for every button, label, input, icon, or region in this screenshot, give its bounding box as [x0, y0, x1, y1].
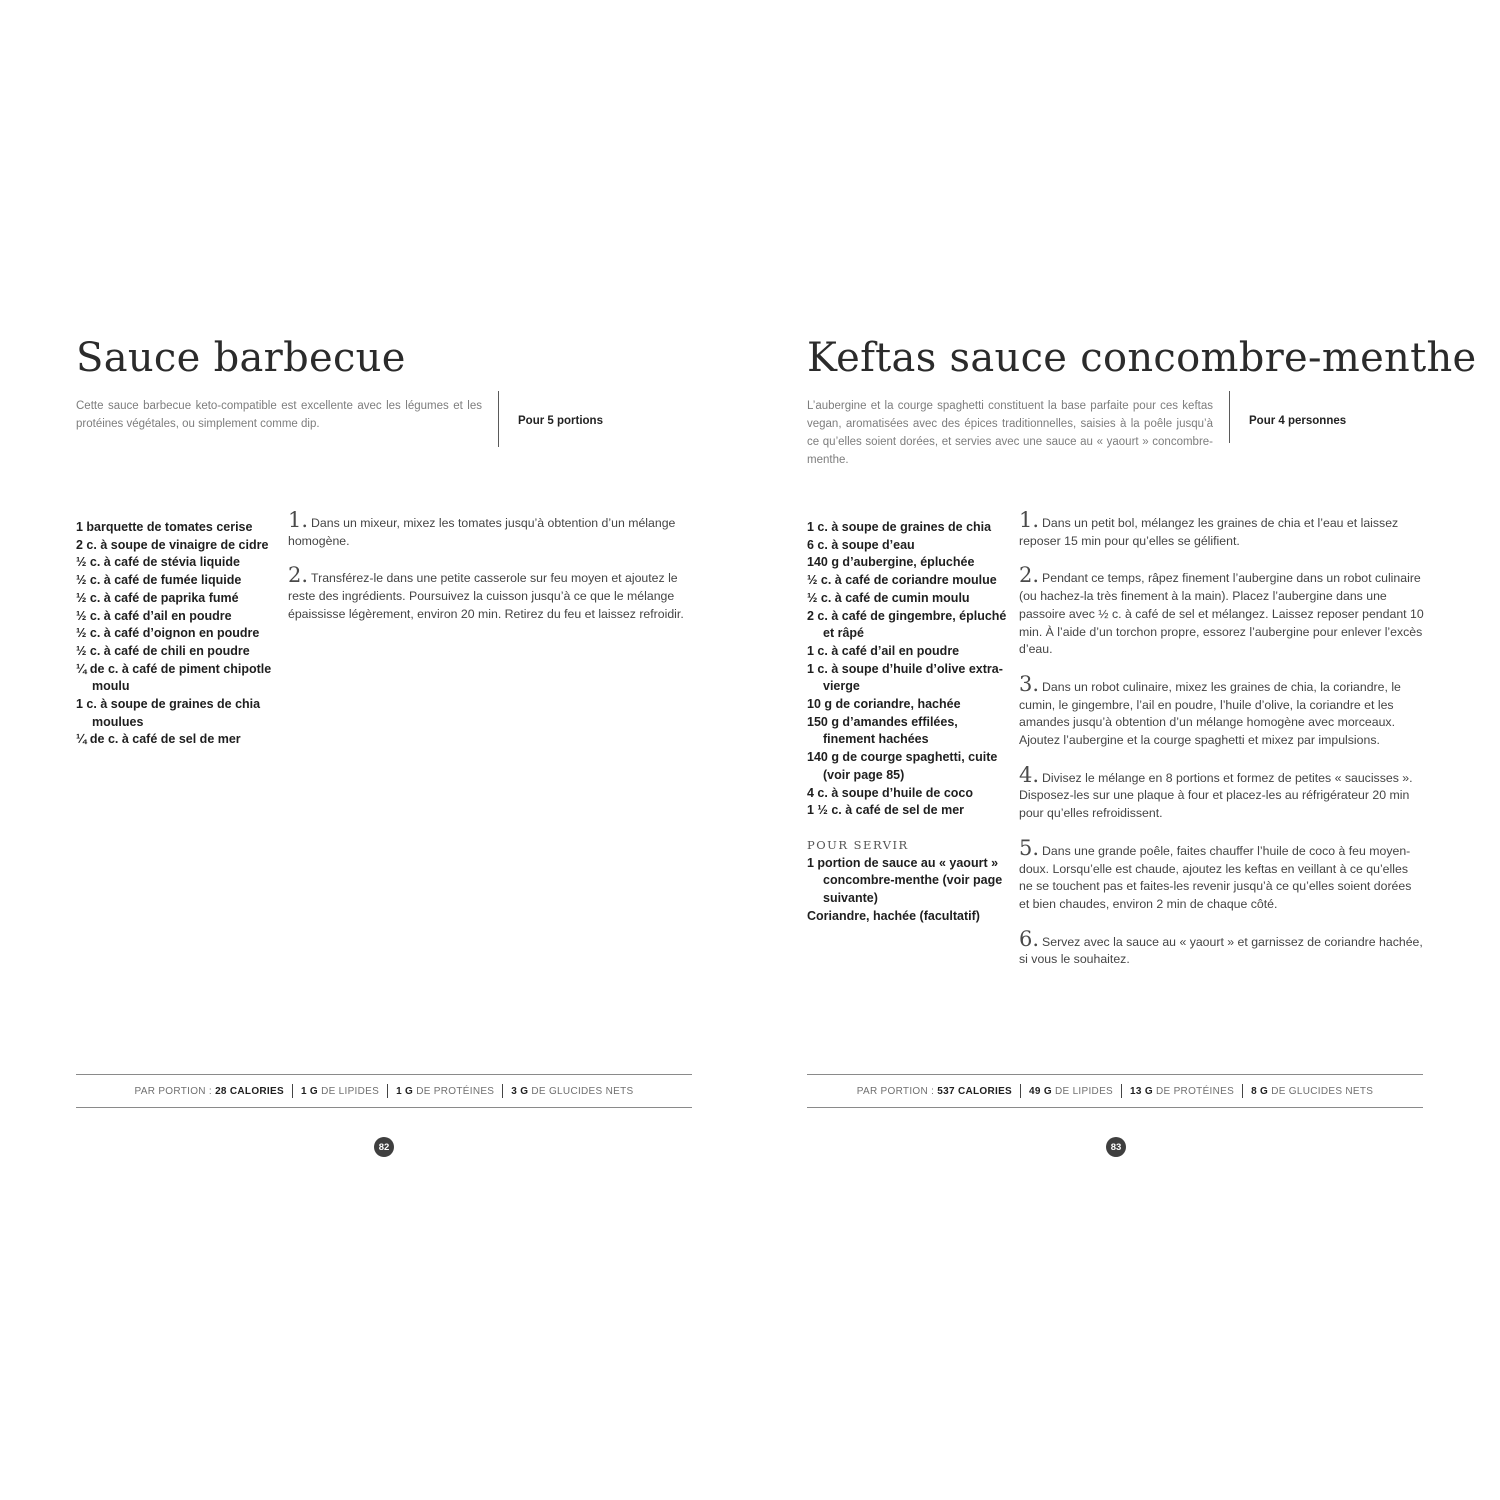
- right-page: [807, 0, 1477, 1500]
- recipe-title: Sauce barbecue: [76, 335, 406, 381]
- step: [288, 563, 693, 623]
- ingredient-item: 6 c. à soupe d’eau: [807, 537, 915, 552]
- ingredient-item: ½ c. à café de stévia liquide: [76, 555, 240, 570]
- step-text: Dans un robot culinaire, mixez les graines de chia, la coriandre, le cumin, le gingembre, l’ail en poudre, l’huile d’olive, la coriandre et les amandes jusqu’à obtention d’un mélange homogène avec morceaux. Ajoutez l’aubergine et la courge spaghetti et mixez par impulsions.: [1019, 679, 1401, 748]
- nutrition-separator: [292, 1084, 293, 1098]
- step-number: 3.: [1019, 671, 1040, 696]
- ingredient-item: ½ c. à café d’ail en poudre: [76, 608, 232, 623]
- step: [1019, 835, 1424, 914]
- ingredient-item: ½ c. à café de cumin moulu: [807, 590, 970, 605]
- step-text: Divisez le mélange en 8 portions et formez de petites « saucisses ». Disposez-les sur une plaque à four et placez-les au réfrigérateur 20 min pour qu’elles refroidissent.: [1019, 770, 1413, 821]
- ingredient-item: ½ c. à café de coriandre moulue: [807, 573, 997, 588]
- proteines-value: 1 G: [396, 1085, 414, 1097]
- steps-list: [288, 508, 693, 641]
- proteines-label: DE PROTÉINES: [416, 1085, 495, 1097]
- nutrition-separator: [1242, 1084, 1243, 1098]
- header-divider: [1229, 391, 1230, 443]
- ingredient-item: 1 barquette de tomates cerise: [76, 520, 253, 534]
- ingredients-list: [76, 519, 276, 749]
- ingredients-list: [807, 519, 1007, 925]
- ingredient-item: 140 g de courge spaghetti, cuite (voir page 85): [807, 750, 998, 782]
- ingredient-item: ¼ de c. à café de sel de mer: [76, 732, 241, 747]
- step-number: 4.: [1019, 762, 1040, 787]
- step-number: 1.: [1019, 508, 1040, 532]
- nutrition-bar: [76, 1074, 692, 1108]
- calories-value: 28 CALORIES: [215, 1085, 284, 1097]
- ingredient-item: 1 c. à soupe de graines de chia moulues: [76, 697, 261, 729]
- step: [1019, 926, 1424, 969]
- step-text: Dans une grande poêle, faites chauffer l’huile de coco à feu moyen-doux. Lorsqu’elle est chaude, ajoutez les keftas en veillant à ce qu’elles ne se touchent pas et faites-les revenir jusqu’à ce qu’elles soient dorées et bien chaudes, environ 2 min de chaque côté.: [1019, 843, 1412, 911]
- glucides-value: 8 G: [1251, 1085, 1269, 1097]
- page-number: 83: [1106, 1137, 1126, 1157]
- nutrition-label: PAR PORTION :: [134, 1085, 212, 1097]
- nutrition-bar: [807, 1074, 1423, 1108]
- ingredient-item: 150 g d’amandes effilées, finement hachées: [807, 714, 958, 747]
- servings: Pour 5 portions: [518, 415, 603, 427]
- nutrition-label: PAR PORTION :: [856, 1085, 935, 1097]
- proteines-label: DE PROTÉINES: [1156, 1085, 1235, 1097]
- nutrition-separator: [1121, 1084, 1122, 1098]
- step: [1019, 671, 1424, 750]
- ingredient-item: 1 c. à soupe de graines de chia: [807, 520, 992, 534]
- recipe-title: Keftas sauce concombre-menthe: [807, 335, 1477, 381]
- recipe-intro: Cette sauce barbecue keto-compatible est excellente avec les légumes et les protéines végétales, ou simplement comme dip.: [76, 400, 482, 430]
- step: [288, 508, 693, 550]
- ingredient-item: 1 c. à soupe d’huile d’olive extra-vierge: [807, 661, 1003, 694]
- ingredient-item: 140 g d’aubergine, épluchée: [807, 555, 975, 570]
- ingredient-item: 10 g de coriandre, hachée: [807, 697, 961, 712]
- nutrition-separator: [1020, 1084, 1021, 1098]
- lipides-value: 49 G: [1029, 1085, 1052, 1097]
- lipides-value: 1 G: [300, 1085, 318, 1097]
- steps-list: [1019, 508, 1424, 986]
- calories-value: 537 CALORIES: [937, 1085, 1013, 1097]
- step-text: Pendant ce temps, râpez finement l’aubergine dans un robot culinaire (ou hachez-la très finement à la main). Placez l’aubergine dans une passoire avec ½ c. à café de sel et mélangez. Laissez reposer pendant 10 min. À l’aide d’un torchon propre, essorez l’aubergine pour enlever l’excès d’eau.: [1019, 571, 1424, 657]
- step-text: Dans un mixeur, mixez les tomates jusqu’à obtention d’un mélange homogène.: [288, 516, 676, 548]
- step-text: Servez avec la sauce au « yaourt » et garnissez de coriandre hachée, si vous le souhaitez.: [1019, 934, 1423, 967]
- glucides-label: DE GLUCIDES NETS: [531, 1085, 634, 1097]
- step: [1019, 762, 1424, 823]
- ingredient-item: ½ c. à café d’oignon en poudre: [76, 626, 260, 641]
- glucides-label: DE GLUCIDES NETS: [1271, 1085, 1374, 1097]
- serving-heading: POUR SERVIR: [807, 837, 909, 852]
- recipe-intro: L’aubergine et la courge spaghetti constituent la base parfaite pour ces keftas vegan, aromatisées avec des épices traditionnelles, saisies à la poêle jusqu’à ce qu’elles soient dorées, et servies avec une sauce au « yaourt » concombre-menthe.: [807, 400, 1213, 466]
- lipides-label: DE LIPIDES: [321, 1085, 380, 1097]
- proteines-value: 13 G: [1130, 1085, 1153, 1097]
- servings: Pour 4 personnes: [1249, 415, 1347, 427]
- step-number: 6.: [1019, 926, 1040, 951]
- header-divider: [498, 391, 499, 447]
- glucides-value: 3 G: [511, 1085, 529, 1097]
- ingredient-item: ½ c. à café de chili en poudre: [76, 643, 250, 658]
- step-number: 1.: [288, 508, 309, 532]
- step-number: 2.: [288, 563, 309, 588]
- nutrition-separator: [502, 1084, 503, 1098]
- ingredient-item: ¼ de c. à café de piment chipotle moulu: [76, 661, 272, 694]
- step-number: 5.: [1019, 835, 1040, 860]
- ingredient-item: 4 c. à soupe d’huile de coco: [807, 785, 974, 800]
- ingredient-item: 2 c. à soupe de vinaigre de cidre: [76, 537, 269, 552]
- step-text: Transférez-le dans une petite casserole sur feu moyen et ajoutez le reste des ingrédients. Poursuivez la cuisson jusqu’à ce que le mélange épaississe légèrement, environ 20 min. Retirez du feu et laissez refroidir.: [288, 571, 684, 621]
- ingredient-item: Coriandre, hachée (facultatif): [807, 908, 980, 923]
- ingredient-item: 1 ½ c. à café de sel de mer: [807, 803, 965, 818]
- nutrition-separator: [387, 1084, 388, 1098]
- ingredient-item: 1 portion de sauce au « yaourt » concombre-menthe (voir page suivante): [807, 855, 1003, 906]
- page-number: 82: [374, 1137, 394, 1157]
- ingredient-item: 1 c. à café d’ail en poudre: [807, 643, 960, 658]
- ingredient-item: ½ c. à café de fumée liquide: [76, 573, 242, 588]
- step-text: Dans un petit bol, mélangez les graines de chia et l’eau et laissez reposer 15 min pour qu’elles se gélifient.: [1019, 516, 1399, 548]
- ingredient-item: ½ c. à café de paprika fumé: [76, 590, 239, 605]
- lipides-label: DE LIPIDES: [1055, 1085, 1114, 1097]
- left-page: [76, 0, 692, 1500]
- step-number: 2.: [1019, 563, 1040, 588]
- step: [1019, 563, 1424, 659]
- ingredient-item: 2 c. à café de gingembre, épluché et râpé: [807, 608, 1007, 641]
- step: [1019, 508, 1424, 550]
